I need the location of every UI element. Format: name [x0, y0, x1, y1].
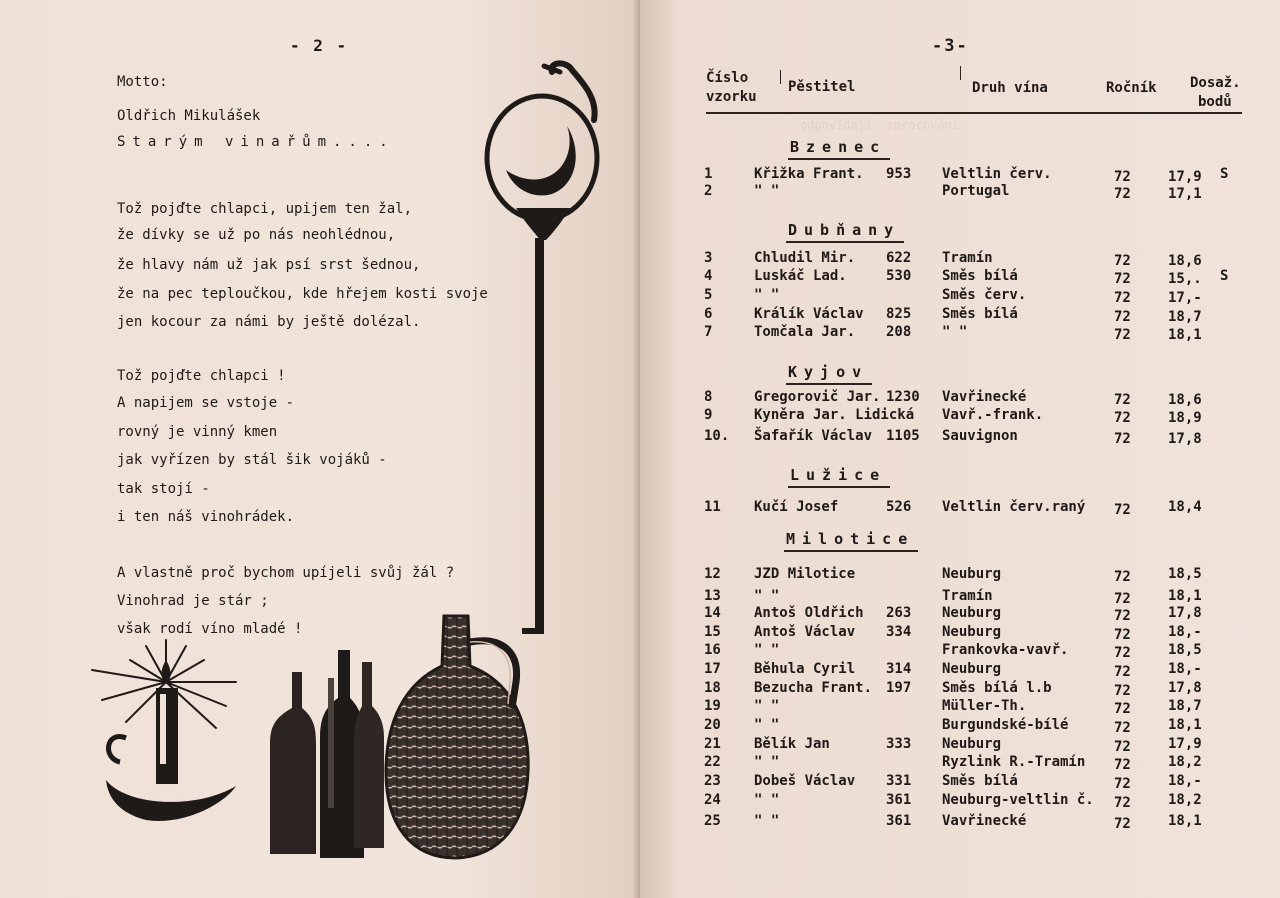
- sample-number: 1: [704, 166, 713, 182]
- grower-name: Běhula Cyril: [754, 661, 856, 677]
- grower-name: Křižka Frant.: [754, 166, 864, 182]
- poem-line: že hlavy nám už jak psí srst šednou,: [117, 257, 421, 273]
- points-value: 18,2: [1168, 754, 1202, 770]
- poem-title: Starým vinařům....: [117, 134, 395, 150]
- grower-name: Gregorovič Jar.: [754, 389, 881, 405]
- grower-name: Kučí Josef: [754, 499, 839, 515]
- sample-number: 12: [704, 566, 721, 582]
- points-value: 18,1: [1168, 327, 1202, 343]
- header-cislo: Číslo: [706, 70, 749, 86]
- poem-line: že na pec teploučkou, kde hřejem kosti svoje: [117, 286, 488, 302]
- vintage-year: 72: [1114, 664, 1131, 680]
- vintage-year: 72: [1114, 569, 1131, 585]
- sample-number: 23: [704, 773, 721, 789]
- sample-number: 6: [704, 306, 713, 322]
- points-value: 18,5: [1168, 642, 1202, 658]
- sample-number: 11: [704, 499, 721, 515]
- grower-name: Antoš Václav: [754, 624, 856, 640]
- header-rule: [706, 112, 1242, 114]
- poem-line: A napijem se vstoje -: [117, 395, 295, 411]
- points-value: 17,9: [1168, 169, 1202, 185]
- points-value: 17,1: [1168, 186, 1202, 202]
- wine-variety: Směs bílá: [942, 268, 1018, 284]
- sample-number: 10.: [704, 428, 730, 444]
- header-divider: [960, 66, 961, 80]
- wine-variety: Tramín: [942, 250, 993, 266]
- sample-number: 22: [704, 754, 721, 770]
- vintage-year: 72: [1114, 186, 1131, 202]
- grower-name: Dobeš Václav: [754, 773, 856, 789]
- wine-variety: Neuburg: [942, 624, 1002, 640]
- sample-number: 13: [704, 588, 721, 604]
- vintage-year: 72: [1114, 309, 1131, 325]
- grower-name: Bělík Jan: [754, 736, 830, 752]
- points-value: 18,1: [1168, 813, 1202, 829]
- poem-line: rovný je vinný kmen: [117, 424, 278, 440]
- points-value: 17,-: [1168, 290, 1202, 306]
- grower-name: Luskáč Lad.: [754, 268, 847, 284]
- sample-number: 8: [704, 389, 713, 405]
- vintage-year: 72: [1114, 627, 1131, 643]
- points-value: 17,8: [1168, 605, 1202, 621]
- section-heading: Lužice: [790, 466, 886, 484]
- wine-variety: Veltlin červ.: [942, 166, 1052, 182]
- sample-number: 19: [704, 698, 721, 714]
- grower-number: 208: [886, 324, 912, 340]
- vintage-year: 72: [1114, 290, 1131, 306]
- vintage-year: 72: [1114, 392, 1131, 408]
- points-value: 18,7: [1168, 309, 1202, 325]
- header-rocnik: Ročník: [1106, 80, 1157, 96]
- vintage-year: 72: [1114, 816, 1131, 832]
- motto-label: Motto:: [117, 74, 168, 90]
- vintage-year: 72: [1114, 683, 1131, 699]
- award-mark: S: [1220, 166, 1229, 182]
- points-value: 18,6: [1168, 392, 1202, 408]
- grower-number: 361: [886, 813, 912, 829]
- grower-name: Chludil Mir.: [754, 250, 856, 266]
- section-underline: [786, 241, 904, 243]
- grower-number: 361: [886, 792, 912, 808]
- wine-variety: Müller-Th.: [942, 698, 1027, 714]
- sample-number: 15: [704, 624, 721, 640]
- vintage-year: 72: [1114, 253, 1131, 269]
- section-heading: Kyjov: [788, 363, 868, 381]
- points-value: 18,9: [1168, 410, 1202, 426]
- wine-variety: Směs bílá: [942, 306, 1018, 322]
- vintage-year: 72: [1114, 608, 1131, 624]
- vintage-year: 72: [1114, 739, 1131, 755]
- sample-number: 24: [704, 792, 721, 808]
- grower-name: Kyněra Jar. Lidická: [754, 407, 915, 423]
- vintage-year: 72: [1114, 757, 1131, 773]
- grower-number: 333: [886, 736, 912, 752]
- grower-name: " ": [754, 183, 780, 199]
- page-number-right: -3-: [932, 36, 969, 56]
- wine-variety: Portugal: [942, 183, 1010, 199]
- wine-variety: Frankovka-vavř.: [942, 642, 1069, 658]
- grower-number: 825: [886, 306, 912, 322]
- poem-author: Oldřich Mikulášek: [117, 108, 261, 124]
- demijohn-illustration: [382, 612, 532, 864]
- wine-variety: Vavř.-frank.: [942, 407, 1044, 423]
- points-value: 17,8: [1168, 431, 1202, 447]
- grower-name: Šafařík Václav: [754, 428, 873, 444]
- sample-number: 3: [704, 250, 713, 266]
- sample-number: 5: [704, 287, 713, 303]
- bleed-through-text: odpovídají zpracování.: [800, 118, 967, 132]
- section-underline: [784, 550, 918, 552]
- section-heading: Bzenec: [790, 138, 886, 156]
- section-underline: [788, 158, 890, 160]
- wine-variety: Burgundské-bílé: [942, 717, 1069, 733]
- sample-number: 17: [704, 661, 721, 677]
- vintage-year: 72: [1114, 271, 1131, 287]
- grower-number: 953: [886, 166, 912, 182]
- header-vzorku: vzorku: [706, 89, 757, 105]
- vintage-year: 72: [1114, 502, 1131, 518]
- vintage-year: 72: [1114, 410, 1131, 426]
- grower-name: Tomčala Jar.: [754, 324, 856, 340]
- points-value: 18,-: [1168, 773, 1202, 789]
- vintage-year: 72: [1114, 431, 1131, 447]
- grower-name: " ": [754, 813, 780, 829]
- grower-name: Králík Václav: [754, 306, 864, 322]
- points-value: 18,6: [1168, 253, 1202, 269]
- wine-variety: Neuburg-veltlin č.: [942, 792, 1094, 808]
- grower-name: " ": [754, 287, 780, 303]
- vintage-year: 72: [1114, 327, 1131, 343]
- header-divider: [780, 70, 781, 84]
- poem-line: jak vyřízen by stál šik vojáků -: [117, 452, 387, 468]
- grower-number: 331: [886, 773, 912, 789]
- grower-number: 314: [886, 661, 912, 677]
- wine-variety: Tramín: [942, 588, 993, 604]
- vintage-year: 72: [1114, 645, 1131, 661]
- wine-variety: Neuburg: [942, 661, 1002, 677]
- section-heading: Milotice: [786, 530, 914, 548]
- points-value: 18,2: [1168, 792, 1202, 808]
- points-value: 17,9: [1168, 736, 1202, 752]
- poem-line: Tož pojďte chlapci !: [117, 368, 286, 384]
- sample-number: 20: [704, 717, 721, 733]
- section-heading: Dubňany: [788, 221, 900, 239]
- grower-number: 530: [886, 268, 912, 284]
- vintage-year: 72: [1114, 776, 1131, 792]
- vintage-year: 72: [1114, 701, 1131, 717]
- wine-variety: Vavřinecké: [942, 813, 1027, 829]
- grower-number: 1230: [886, 389, 920, 405]
- candle-illustration: [86, 630, 246, 830]
- grower-name: " ": [754, 588, 780, 604]
- section-underline: [786, 383, 872, 385]
- sample-number: 16: [704, 642, 721, 658]
- grower-name: " ": [754, 717, 780, 733]
- grower-number: 263: [886, 605, 912, 621]
- sample-number: 18: [704, 680, 721, 696]
- grower-number: 526: [886, 499, 912, 515]
- header-pestitel: Pěstitel: [788, 79, 856, 95]
- grower-name: Bezucha Frant.: [754, 680, 873, 696]
- award-mark: S: [1220, 268, 1229, 284]
- wine-variety: Sauvignon: [942, 428, 1018, 444]
- points-value: 18,5: [1168, 566, 1202, 582]
- vintage-year: 72: [1114, 720, 1131, 736]
- results-table: [640, 0, 1280, 898]
- wine-variety: Směs bílá: [942, 773, 1018, 789]
- points-value: 18,7: [1168, 698, 1202, 714]
- poem-line: však rodí víno mladé !: [117, 621, 303, 637]
- grower-number: 197: [886, 680, 912, 696]
- points-value: 17,8: [1168, 680, 1202, 696]
- sample-number: 14: [704, 605, 721, 621]
- poem-line: jen kocour za námi by ještě dolézal.: [117, 314, 421, 330]
- wine-variety: Veltlin červ.raný: [942, 499, 1086, 515]
- wine-variety: Neuburg: [942, 736, 1002, 752]
- sample-number: 7: [704, 324, 713, 340]
- wine-variety: Ryzlink R.-Tramín: [942, 754, 1086, 770]
- points-value: 18,-: [1168, 661, 1202, 677]
- wine-variety: Neuburg: [942, 566, 1002, 582]
- poem-line: že dívky se už po nás neohlédnou,: [117, 227, 396, 243]
- vintage-year: 72: [1114, 591, 1131, 607]
- header-bodu: bodů: [1198, 94, 1232, 110]
- grower-name: " ": [754, 792, 780, 808]
- poem-line: A vlastně proč bychom upíjeli svůj žál ?: [117, 565, 455, 581]
- section-underline: [788, 486, 890, 488]
- sample-number: 9: [704, 407, 713, 423]
- header-dosaz: Dosaž.: [1190, 75, 1241, 91]
- grower-number: 622: [886, 250, 912, 266]
- points-value: 18,1: [1168, 717, 1202, 733]
- page-number-left: - 2 -: [290, 36, 349, 55]
- grower-name: " ": [754, 642, 780, 658]
- vintage-year: 72: [1114, 795, 1131, 811]
- right-page: [640, 0, 1280, 898]
- bottles-illustration: [262, 648, 392, 860]
- sample-number: 25: [704, 813, 721, 829]
- vintage-year: 72: [1114, 169, 1131, 185]
- wine-variety: Směs bílá l.b: [942, 680, 1052, 696]
- wine-thief-illustration: [482, 58, 612, 642]
- poem-line: i ten náš vinohrádek.: [117, 509, 295, 525]
- points-value: 18,-: [1168, 624, 1202, 640]
- grower-name: " ": [754, 698, 780, 714]
- sample-number: 4: [704, 268, 713, 284]
- wine-variety: Vavřinecké: [942, 389, 1027, 405]
- header-druh-vina: Druh vína: [972, 80, 1048, 96]
- poem-line: tak stojí -: [117, 481, 210, 497]
- grower-name: JZD Milotice: [754, 566, 856, 582]
- points-value: 18,4: [1168, 499, 1202, 515]
- poem-line: Vinohrad je stár ;: [117, 593, 269, 609]
- sample-number: 2: [704, 183, 713, 199]
- wine-variety: Neuburg: [942, 605, 1002, 621]
- points-value: 15,.: [1168, 271, 1202, 287]
- wine-variety: " ": [942, 324, 968, 340]
- poem-line: Tož pojďte chlapci, upijem ten žal,: [117, 201, 413, 217]
- grower-number: 334: [886, 624, 912, 640]
- points-value: 18,1: [1168, 588, 1202, 604]
- grower-name: Antoš Oldřich: [754, 605, 864, 621]
- grower-number: 1105: [886, 428, 920, 444]
- grower-name: " ": [754, 754, 780, 770]
- wine-variety: Směs červ.: [942, 287, 1027, 303]
- sample-number: 21: [704, 736, 721, 752]
